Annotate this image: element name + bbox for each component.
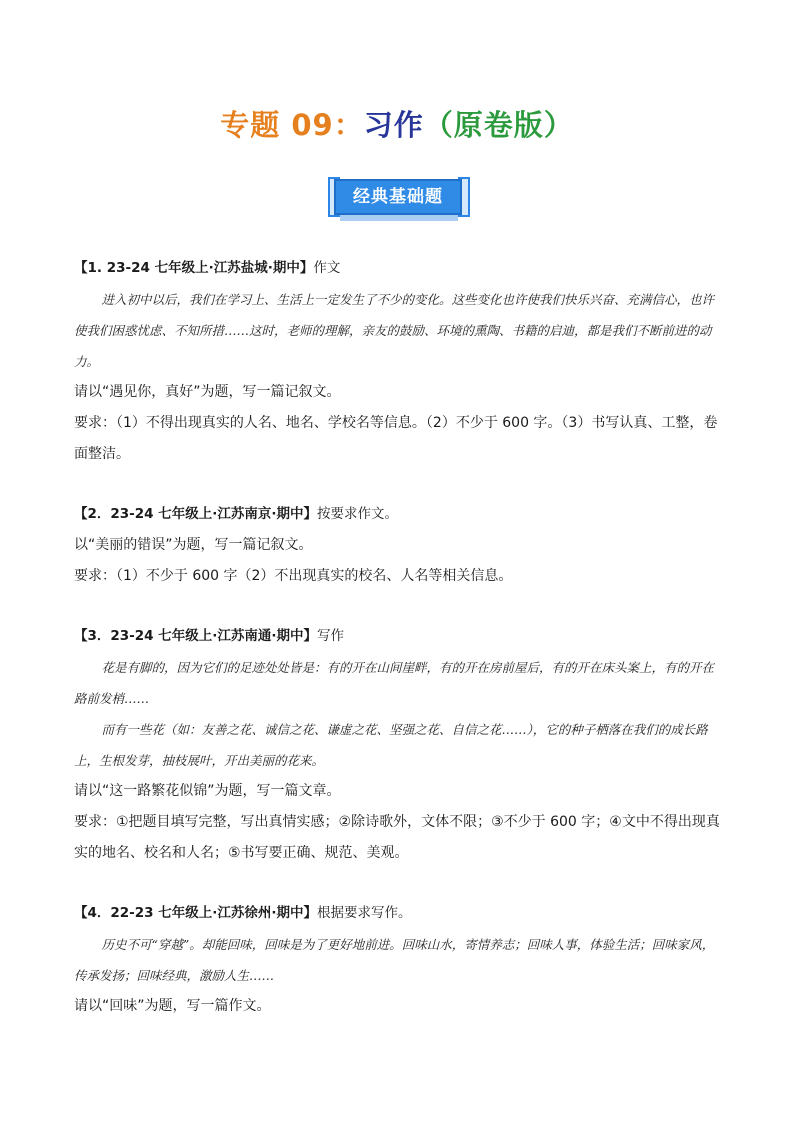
question-item [74,897,724,1022]
question-task: 根据要求写作。 [317,905,412,921]
question-header [74,897,724,929]
question-requirement: 要求：（1）不少于 600 字（2）不出现真实的校名、人名等相关信息。 [74,568,513,584]
question-context: 而有一些花（如：友善之花、诚信之花、谦虚之花、坚强之花、自信之花……），它的种子栖落在我们的成长路上，生根发芽，抽枝展叶，开出美丽的花来。 [74,722,708,768]
page-title [0,103,794,144]
title-topic: 专题 09： [220,108,364,142]
question-context: 进入初中以后，我们在学习上、生活上一定发生了不少的变化。这些变化也许使我们快乐兴奋、充满信心，也许使我们困惑忧虑、不知所措……这时，老师的理解，亲友的鼓励、环境的熏陶、书籍的启迪，都是我们不断前进的动力。 [74,292,715,369]
question-source: 【2．23-24 七年级上·江苏南京·期中】 [74,506,318,522]
question-source: 【1. 23-24 七年级上·江苏盐城·期中】 [74,260,314,276]
section-badge [328,175,470,223]
title-version: （原卷版） [423,108,574,142]
question-header [74,498,724,530]
question-source: 【4．22-23 七年级上·江苏徐州·期中】 [74,905,318,921]
title-subject: 习作 [363,108,424,142]
question-task: 按要求作文。 [317,506,399,522]
question-item [74,498,724,592]
question-context: 花是有脚的，因为它们的足迹处处皆是：有的开在山间崖畔，有的开在房前屋后，有的开在床头案上，有的开在路前发梢…… [74,660,715,706]
question-prompt: 请以“这一路繁花似锦”为题，写一篇文章。 [74,783,341,799]
question-requirement: 要求：（1）不得出现真实的人名、地名、学校名等信息。（2）不少于 600 字。（3）书写认真、工整，卷面整洁。 [74,415,718,462]
question-item [74,620,724,869]
question-source: 【3．23-24 七年级上·江苏南通·期中】 [74,628,318,644]
question-task: 作文 [313,260,341,276]
question-header [74,620,724,652]
section-badge-label: 经典基础题 [334,179,462,215]
question-prompt: 请以“遇见你，真好”为题，写一篇记叙文。 [74,384,341,400]
question-task: 写作 [317,628,345,644]
question-list [74,252,724,1050]
badge-shadow [340,215,458,221]
question-item [74,252,724,470]
question-header [74,252,724,284]
question-requirement: 要求：①把题目填写完整，写出真情实感；②除诗歌外，文体不限；③不少于 600 字；④文中不得出现真实的地名、校名和人名；⑤书写要正确、规范、美观。 [74,814,720,861]
question-prompt: 请以“回味”为题，写一篇作文。 [74,998,271,1014]
question-prompt: 以“美丽的错误”为题，写一篇记叙文。 [74,537,313,553]
question-context: 历史不可“穿越”。却能回味，回味是为了更好地前进。回味山水，寄情养志；回味人事，体验生活；回味家风，传承发扬；回味经典，激励人生…… [74,937,715,983]
